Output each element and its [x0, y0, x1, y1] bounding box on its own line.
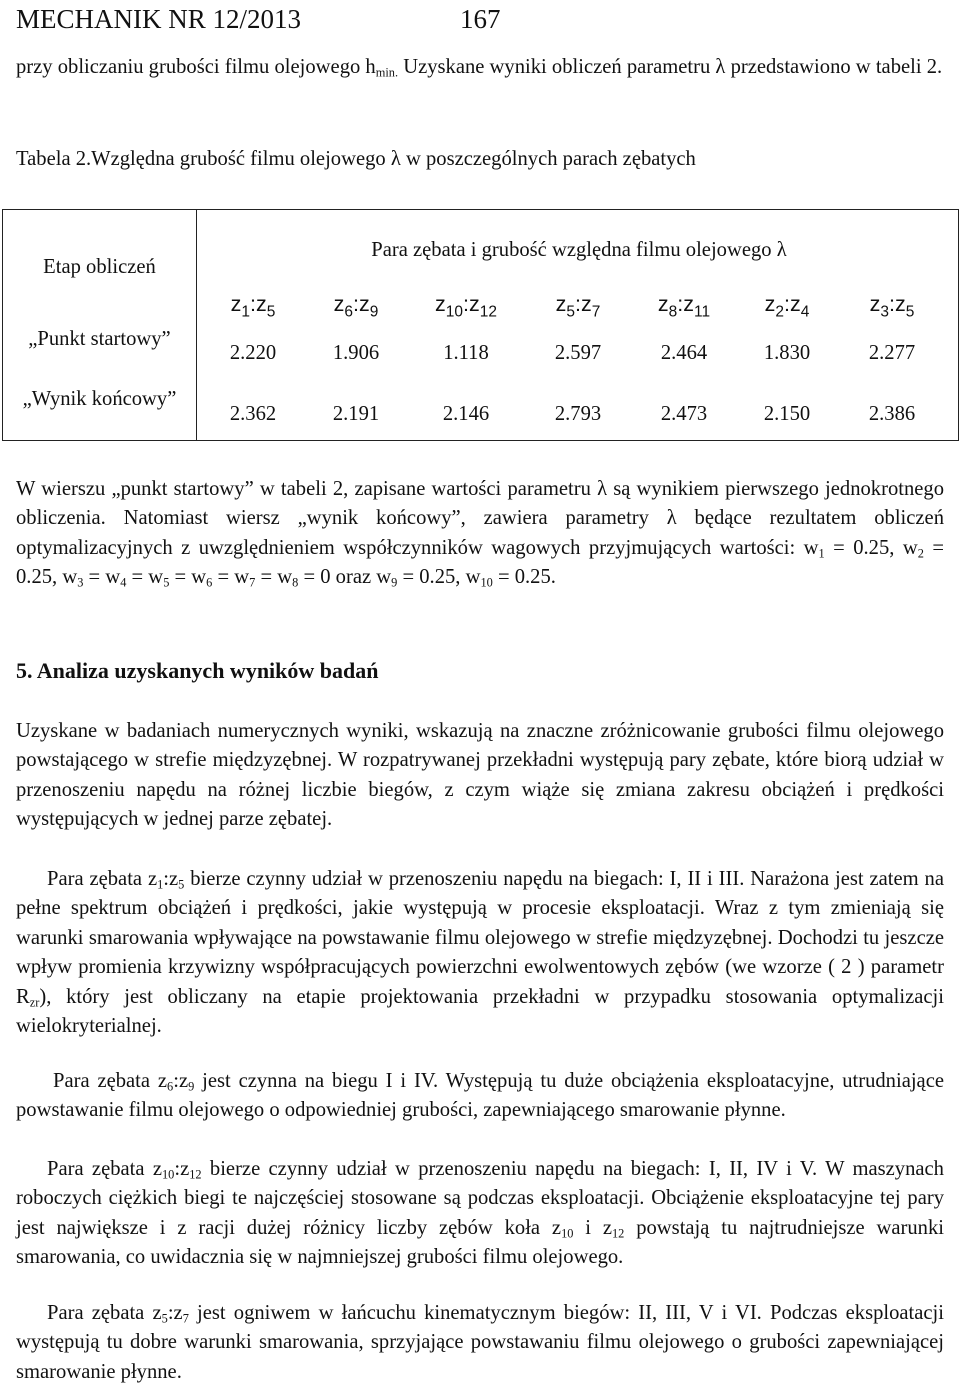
intro-text: Uzyskane wyniki obliczeń parametru λ przedstawiono w tabeli 2.	[398, 56, 943, 78]
start-value-cell: 1.906	[332, 342, 380, 364]
pair-header: $z_6:z_9$	[333, 292, 379, 321]
section-heading: 5. Analiza uzyskanych wyników badań	[16, 658, 379, 683]
table-caption: Tabela 2.Względna grubość filmu olejowego λ w poszczególnych parach zębatych	[16, 148, 696, 170]
pair-header: $z_{10}:z_{12}$	[435, 292, 497, 321]
weights-paragraph: W wierszu „punkt startowy” w tabeli 2, zapisane wartości parametru λ są wynikiem pierwszego jednokrotnego obliczenia. Natomiast wiersz „wynik końcowy”, zawiera parametry λ będące rezultatem obliczeń optymalizacyjnych z uwzględnieniem współczynników wagowych przyjmujących wartości: $w_1 = 0.25$, $w_2 = 0.25$, $w_3 = w_4 = w_5 = w_6 = w_7 = w_8 = 0$ oraz $w_9 = 0.25$, $w_{10} = 0.25$.	[16, 478, 944, 590]
page-number: 167	[460, 4, 501, 34]
pair-header: $z_1:z_5$	[230, 292, 276, 321]
intro-subscript: min.	[375, 65, 399, 80]
etap-header: Etap obliczeń	[43, 256, 156, 278]
table-divider	[196, 210, 197, 440]
intro-text: przy obliczaniu grubości filmu olejowego h	[16, 56, 376, 78]
start-value-cell: 1.118	[443, 342, 489, 364]
start-value-cell: 2.597	[554, 342, 602, 364]
start-value-cell: 2.220	[229, 342, 277, 364]
pair-header: $z_8:z_{11}$	[657, 292, 711, 321]
group-header: Para zębata i grubość względna filmu olejowego λ	[371, 239, 787, 261]
journal-title: MECHANIK NR 12/2013	[16, 4, 302, 34]
start-value-cell: 2.464	[660, 342, 708, 364]
row-label-start: „Punkt startowy”	[28, 328, 171, 350]
analysis-paragraph-3: Para zębata $z_6:z_9$ jest czynna na biegu I i IV. Występują tu duże obciążenia eksploatacyjne, utrudniające powstawanie filmu olejowego o odpowiedniej grubości, zapewniającego smarowanie płynne.	[16, 1070, 944, 1122]
pair-header: $z_3:z_5$	[869, 292, 915, 321]
pair-header: $z_5:z_7$	[555, 292, 601, 321]
start-value-cell: 2.277	[868, 342, 916, 364]
pair-header: $z_2:z_4$	[764, 292, 810, 321]
end-value-cell: 2.150	[763, 403, 811, 425]
end-value-cell: 2.386	[868, 403, 916, 425]
end-value-cell: 2.793	[554, 403, 602, 425]
intro-paragraph	[16, 53, 944, 82]
start-value-cell: 1.830	[763, 342, 811, 364]
page-header	[16, 4, 616, 34]
end-value-cell: 2.146	[442, 403, 490, 425]
analysis-paragraph-4: Para zębata $z_{10}:z_{12}$ bierze czynny udział w przenoszeniu napędu na biegach: I, II, IV i V. W maszynach roboczych ciężkich biegi te najczęściej stosowane są podczas eksploatacji. Obciążenie eksploatacyjne tej pary jest największe i z racji dużej różnicy liczby zębów koła $z_{10}$ i $z_{12}$ powstają tu najtrudniejsze warunki smarowania, co uwidacznia się w najmniejszej grubości filmu olejowego.	[16, 1158, 944, 1269]
analysis-paragraph-1: Uzyskane w badaniach numerycznych wyniki, wskazują na znaczne zróżnicowanie grubości filmu olejowego powstającego w strefie międzyzębnej. W rozpatrywanej przekładni występują pary zębate, które biorą udział w przenoszeniu napędu na różnej liczbie biegów, z czym wiąże się zmiana zakresu obciążeń i prędkości występujących w jednej parze zębatej.	[16, 720, 944, 831]
results-table	[2, 209, 959, 441]
row-label-end: „Wynik końcowy”	[22, 388, 177, 410]
end-value-cell: 2.473	[660, 403, 708, 425]
end-value-cell: 2.362	[229, 403, 277, 425]
analysis-paragraph-5: Para zębata $z_5:z_7$ jest ogniwem w łańcuchu kinematycznym biegów: II, III, V i VI. Podczas eksploatacji występują tu dobre warunki smarowania, sprzyjające powstawaniu filmu olejowego o grubości zapewniającej smarowanie płynne.	[16, 1302, 944, 1383]
analysis-paragraph-2: Para zębata $z_1:z_5$ bierze czynny udział w przenoszeniu napędu na biegach: I, II i III. Narażona jest zatem na pełne spektrum obciążeń i prędkości, jakie występują w procesie eksploatacji. Wraz z tym zmieniają się warunki smarowania wpływające na powstawanie filmu olejowego w strefie międzyzębnej. Dochodzi tu jeszcze wpływ promienia krzywizny współpracujących powierzchni ewolwentowych zębów (we wzorze ( 2 ) parametr $R_{zr}$), który jest obliczany na etapie projektowania przekładni w przypadku stosowania optymalizacji wielokryterialnej.	[16, 868, 944, 1038]
end-value-cell: 2.191	[332, 403, 380, 425]
